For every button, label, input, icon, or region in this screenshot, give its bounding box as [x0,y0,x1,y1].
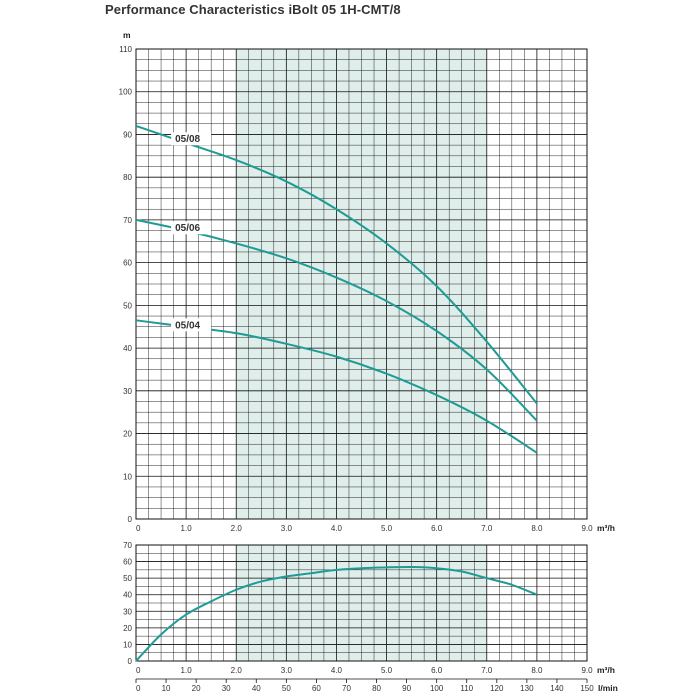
x-tick-label: 8.0 [531,666,543,675]
y-tick-label: 0 [127,515,132,524]
x-tick-label: 6.0 [431,666,443,675]
x-tick-label: 0 [136,524,141,533]
y-tick-label: 10 [123,640,132,650]
lmin-tick-label: 70 [342,684,351,693]
x-tick-label: 4.0 [330,524,343,533]
lmin-tick-label: 120 [490,684,504,693]
x-tick-label: 0 [136,666,141,675]
y-tick-label: 60 [123,258,132,268]
curve-label: 05/04 [175,320,201,332]
curve-label: 05/08 [175,134,201,146]
x-tick-label: 2.0 [230,524,242,533]
lmin-tick-label: 40 [251,684,261,693]
y-tick-label: 20 [123,623,132,633]
x-tick-label: 1.0 [180,666,192,675]
x-tick-label: 2.0 [230,666,242,675]
y-axis-unit: m [123,30,131,40]
y-tick-label: 30 [123,386,132,396]
lmin-tick-label: 80 [372,684,381,693]
lmin-tick-label: 30 [221,684,231,693]
x-tick-label: 7.0 [481,666,493,675]
y-tick-label: 50 [123,301,132,311]
y-tick-label: 0 [127,657,132,666]
x-tick-label: 5.0 [380,524,393,533]
y-tick-label: 10 [123,472,132,482]
lmin-tick-label: 50 [281,684,291,693]
lmin-tick-label: 130 [520,684,534,693]
x-axis-unit: m³/h [597,665,615,675]
y-tick-label: 70 [123,541,132,550]
y-tick-label: 50 [123,574,132,584]
y-tick-label: 90 [123,130,132,140]
x-tick-label: 5.0 [380,666,393,675]
lmin-tick-label: 110 [460,684,474,693]
efficiency-chart [123,541,618,693]
x-tick-label: 9.0 [581,524,593,533]
lmin-tick-label: 150 [580,684,594,693]
x-tick-label: 6.0 [431,524,443,533]
x-tick-label: 9.0 [581,666,593,675]
y-tick-label: 30 [123,607,132,617]
lmin-tick-label: 140 [550,684,564,693]
lmin-tick-label: 60 [311,684,321,693]
y-tick-label: 40 [123,590,132,600]
lmin-tick-label: 100 [429,684,444,693]
y-tick-label: 20 [123,429,132,439]
y-tick-label: 60 [123,557,132,567]
lmin-tick-label: 20 [191,684,201,693]
x-axis-unit: m³/h [597,523,615,533]
y-tick-label: 80 [123,173,132,183]
chart-title: Performance Characteristics iBolt 05 1H-CMT/8 [105,2,401,17]
lmin-tick-label: 10 [161,684,171,693]
x-tick-label: 7.0 [481,524,493,533]
y-tick-label: 70 [123,215,132,225]
y-tick-label: 100 [118,87,132,97]
lmin-tick-label: 0 [136,684,141,693]
head-chart [119,30,615,533]
lmin-tick-label: 90 [402,684,412,693]
x-tick-label: 3.0 [280,524,292,533]
x-tick-label: 1.0 [180,524,192,533]
lmin-axis-unit: l/min [598,683,618,693]
x-tick-label: 8.0 [531,524,543,533]
curve-label: 05/06 [175,223,201,235]
y-tick-label: 40 [123,344,132,354]
y-tick-label: 110 [119,45,132,54]
x-tick-label: 4.0 [330,666,343,675]
x-tick-label: 3.0 [280,666,292,675]
